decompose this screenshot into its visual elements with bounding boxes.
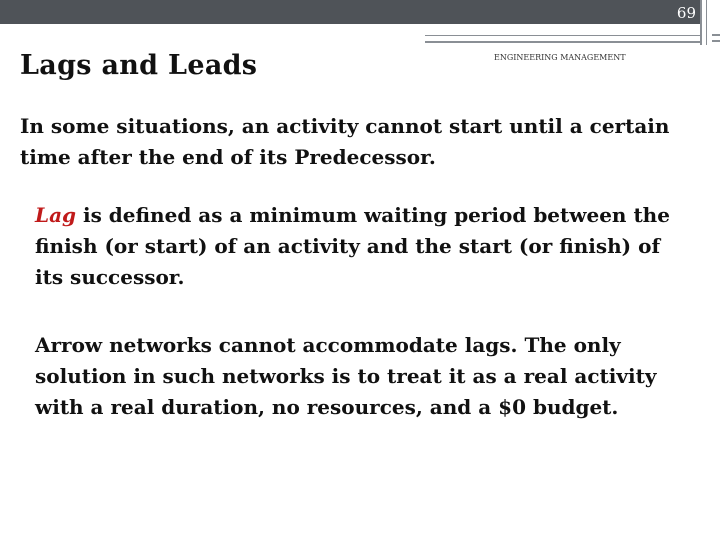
lag-term: Lag (35, 203, 77, 227)
paragraph-lag-definition (35, 200, 695, 293)
slide-title: Lags and Leads (20, 50, 258, 81)
page-number: 69 (676, 4, 696, 22)
decorative-tick (712, 34, 720, 36)
lag-definition-text: is defined as a minimum waiting period between the finish (or start) of an activity and the start (or finish) of its successor. (35, 203, 670, 289)
decorative-horizontal-rule-thick (425, 41, 700, 43)
decorative-vertical-rule-thin (706, 0, 707, 45)
top-banner (0, 0, 700, 24)
decorative-vertical-rule (700, 0, 702, 45)
decorative-tick (712, 40, 720, 42)
top-banner-gap (700, 0, 720, 24)
paragraph-arrow-networks: Arrow networks cannot accommodate lags. The only solution in such networks is to treat it as a real activity with a real duration, no resources, and a $0 budget. (35, 333, 657, 419)
decorative-horizontal-rule (425, 35, 700, 36)
paragraph-intro: In some situations, an activity cannot start until a certain time after the end of its Predecessor. (20, 114, 670, 169)
header-label: ENGINEERING MANAGEMENT (494, 53, 626, 62)
